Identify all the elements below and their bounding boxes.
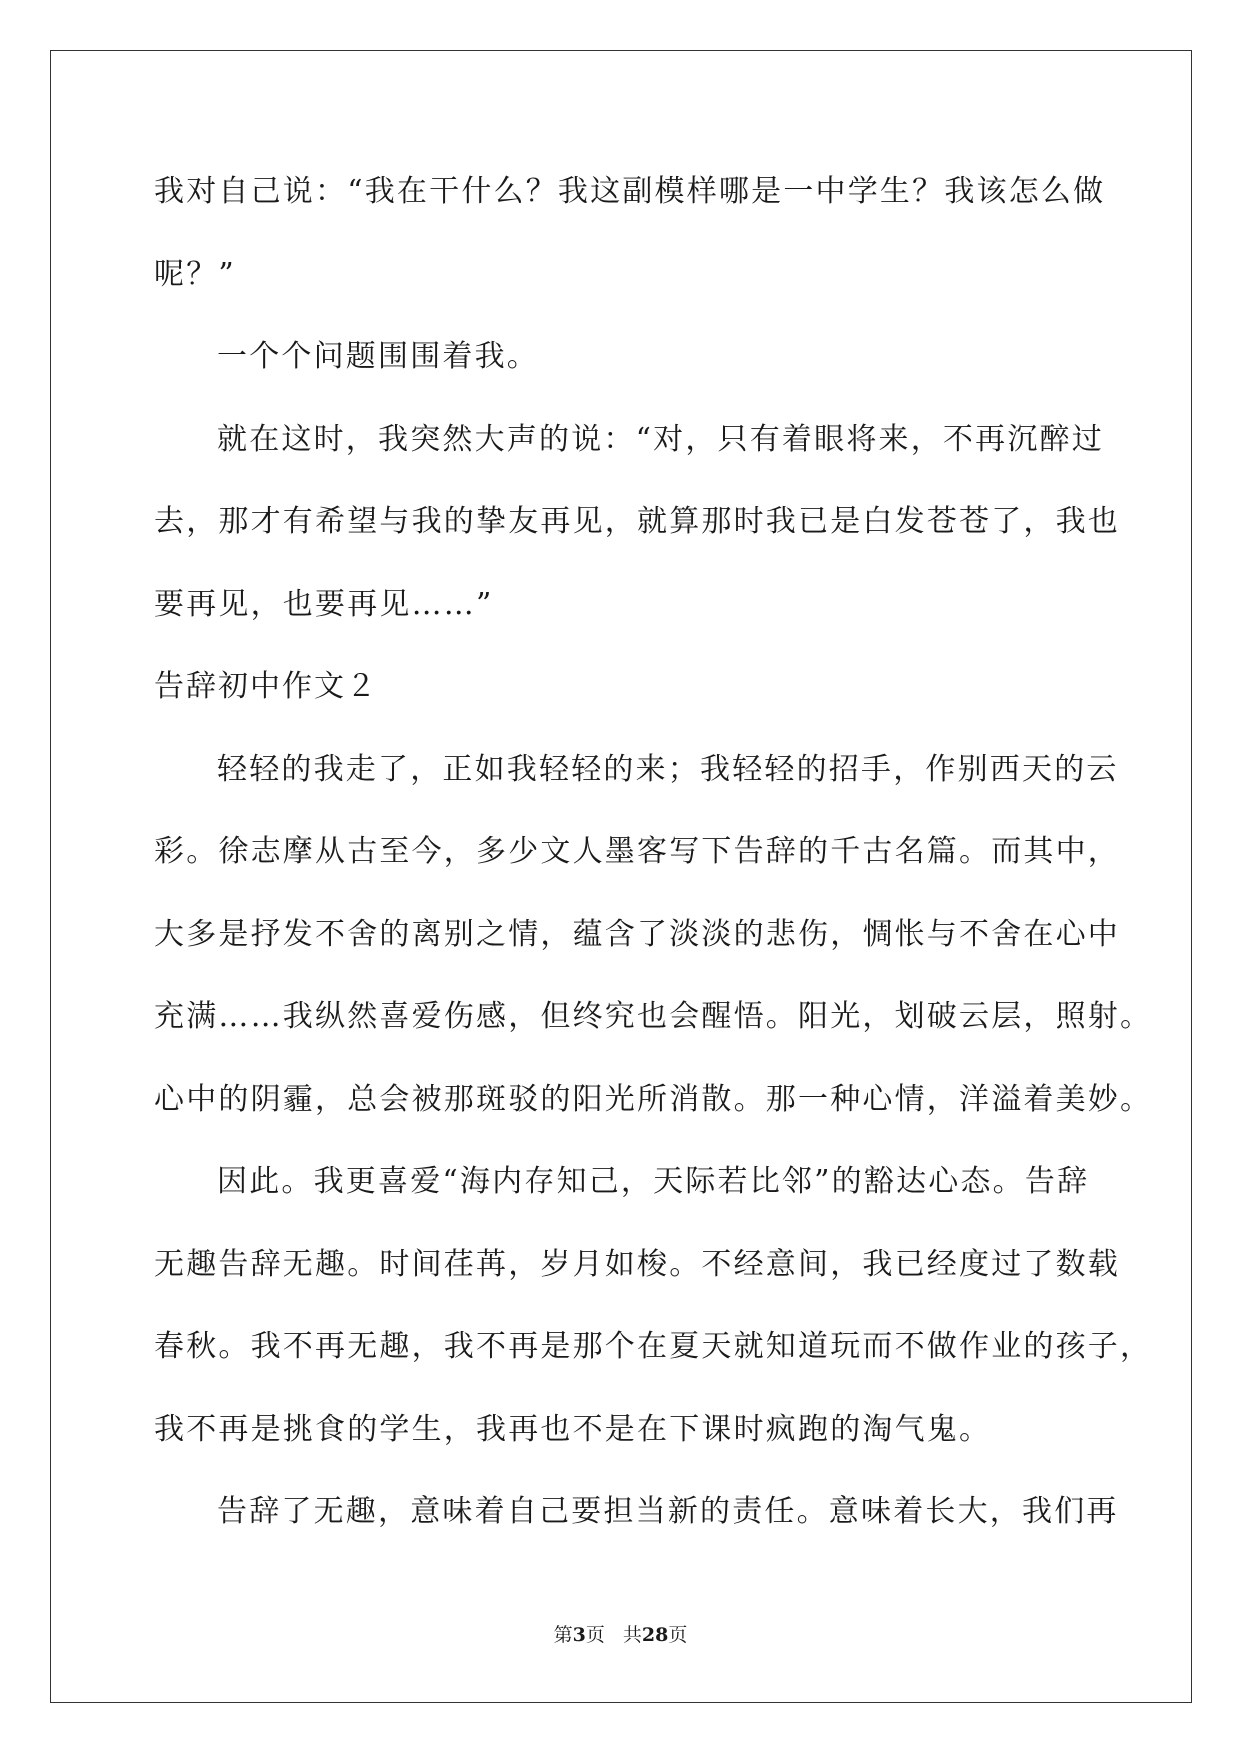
text-line: 彩。徐志摩从古至今，多少文人墨客写下告辞的千古名篇。而其中， [154, 834, 1120, 869]
text-line: 我不再是挑食的学生，我再也不是在下课时疯跑的淘气鬼。 [154, 1411, 992, 1447]
text-line: 春秋。我不再无趣，我不再是那个在夏天就知道玩而不做作业的孩子， [154, 1329, 1153, 1364]
total-suffix: 页 [668, 1624, 688, 1646]
page-footer [0, 1620, 1241, 1647]
current-page-number: 3 [572, 1624, 586, 1646]
page-suffix: 页 [585, 1624, 605, 1646]
document-body [154, 162, 1153, 1565]
paragraph-line: 就在这时，我突然大声的说：“对，只有着眼将来，不再沉醉过 [217, 421, 1104, 457]
text-line: 大多是抒发不舍的离别之情，蕴含了淡淡的悲伤，惆怅与不舍在心中 [154, 916, 1120, 952]
text-line: 无趣告辞无趣。时间荏苒，岁月如梭。不经意间，我已经度过了数载 [154, 1246, 1120, 1282]
text-line: 要再见，也要再见……” [154, 586, 494, 622]
section-heading: 告辞初中作文２ [154, 669, 378, 704]
text-line: 充满……我纵然喜爱伤感，但终究也会醒悟。阳光，划破云层，照射。 [154, 999, 1153, 1034]
total-page-count: 28 [641, 1624, 669, 1646]
text-line: 去，那才有希望与我的挚友再见，就算那时我已是白发苍苍了，我也 [154, 504, 1120, 539]
paragraph-line: 一个个问题围围着我。 [217, 339, 539, 374]
paragraph-line: 轻轻的我走了，正如我轻轻的来；我轻轻的招手，作别西天的云 [217, 751, 1119, 787]
paragraph-line: 告辞了无趣，意味着自己要担当新的责任。意味着长大，我们再 [217, 1494, 1119, 1529]
text-line: 呢？” [154, 256, 236, 292]
text-line: 心中的阴霾，总会被那斑驳的阳光所消散。那一种心情，洋溢着美妙。 [154, 1081, 1153, 1117]
total-prefix: 共 [622, 1624, 642, 1646]
paragraph-line: 因此。我更喜爱“海内存知己，天际若比邻”的豁达心态。告辞 [217, 1164, 1090, 1199]
text-line: 我对自己说：“我在干什么？我这副模样哪是一中学生？我该怎么做 [154, 174, 1106, 209]
page-prefix: 第 [553, 1624, 573, 1646]
